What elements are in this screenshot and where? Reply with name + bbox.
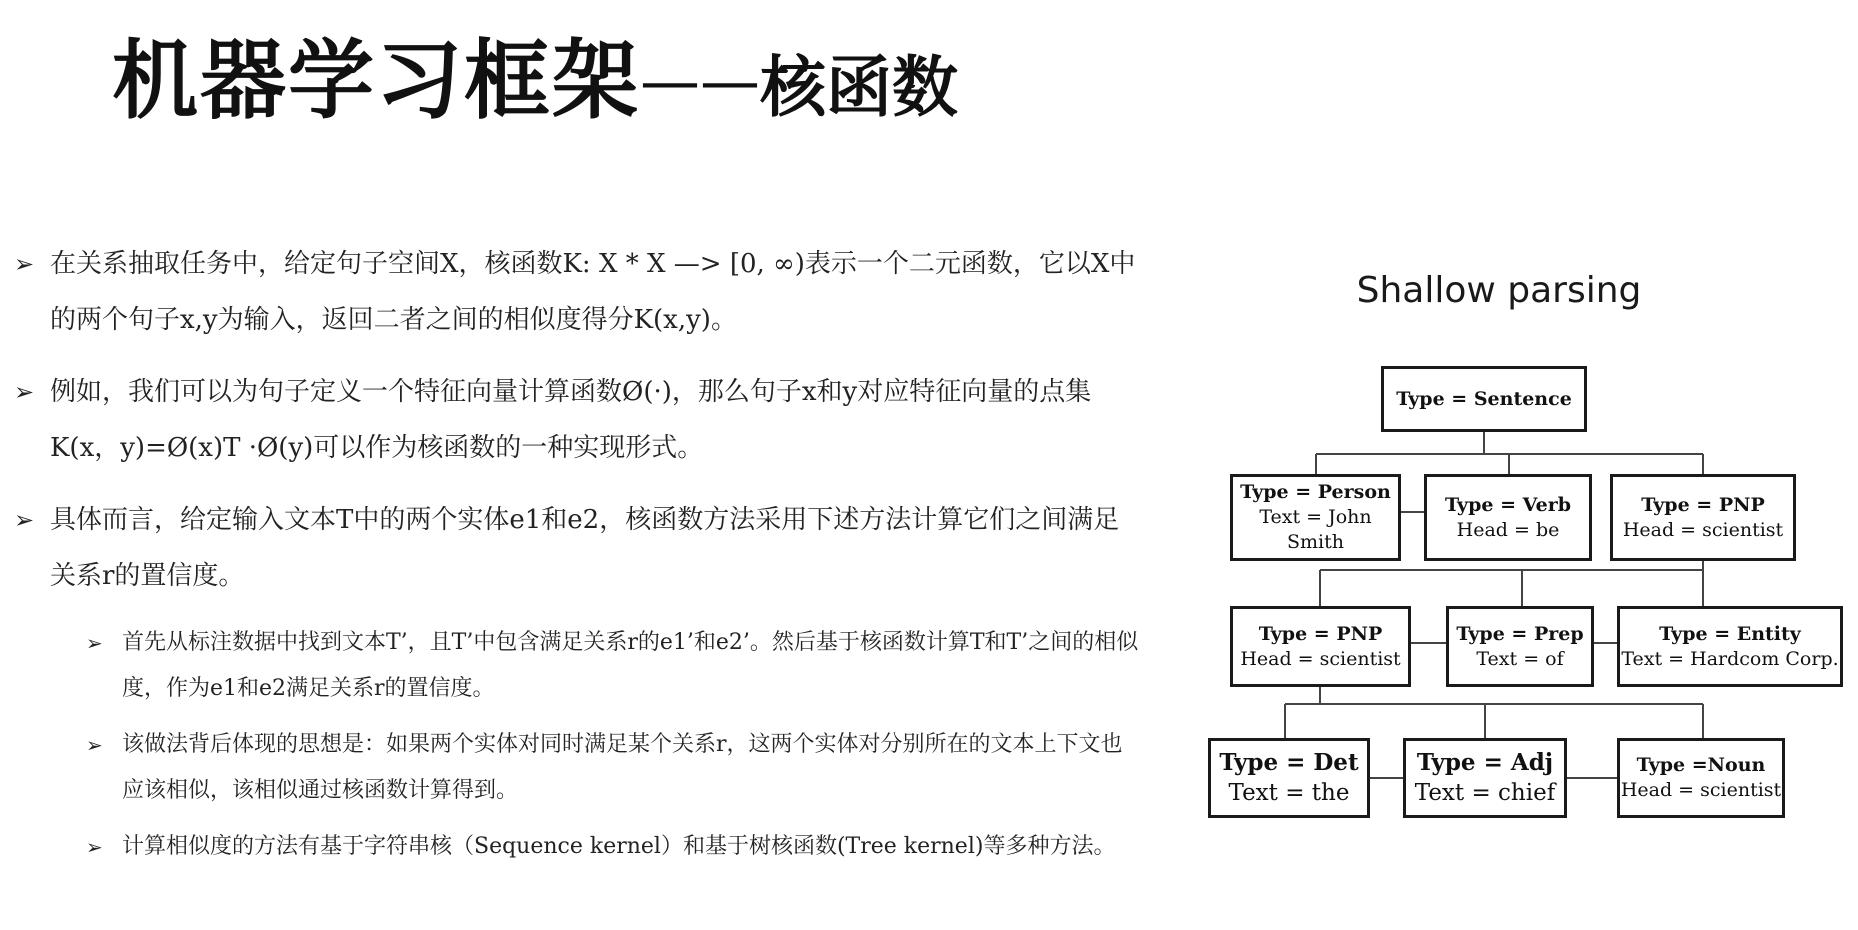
sub-bullet-item (86, 824, 1144, 870)
shallow-parsing-diagram (1200, 272, 1858, 842)
sub-bullet-text: 计算相似度的方法有基于字符串核（Sequence kernel）和基于树核函数(Tree kernel)等多种方法。 (122, 834, 1116, 859)
node-type: Type = Det (1219, 749, 1359, 776)
sub-bullet-item (86, 722, 1144, 814)
node-det (1208, 738, 1370, 818)
node-pnp-1 (1610, 474, 1796, 561)
arrow-bullet-icon: ➢ (86, 835, 103, 859)
node-type: Type = Sentence (1396, 387, 1572, 410)
node-type: Type =Noun (1636, 754, 1766, 776)
node-type: Type = PNP (1258, 622, 1383, 645)
node-attr: Head = be (1456, 518, 1560, 541)
node-entity (1617, 606, 1843, 687)
bullet-item (14, 236, 1144, 348)
title-sub: 核函数 (760, 49, 958, 126)
node-type: Type = Person (1240, 481, 1391, 503)
node-verb (1424, 474, 1592, 561)
slide-title (112, 31, 958, 131)
bullet-item (14, 492, 1144, 604)
node-attr: Head = scientist (1620, 779, 1782, 801)
bullet-list (14, 236, 1144, 880)
node-attr: Head = scientist (1240, 647, 1401, 670)
node-prep (1446, 606, 1594, 687)
arrow-bullet-icon: ➢ (14, 250, 35, 278)
node-attr: Text = Hardcom Corp. (1621, 647, 1839, 670)
sub-bullet-item (86, 620, 1144, 712)
node-noun (1617, 738, 1785, 818)
arrow-bullet-icon: ➢ (14, 378, 35, 406)
node-type: Type = Verb (1445, 493, 1571, 516)
node-adj (1403, 738, 1567, 818)
node-type: Type = PNP (1641, 493, 1765, 516)
arrow-bullet-icon: ➢ (86, 631, 103, 655)
node-person (1230, 474, 1401, 561)
arrow-bullet-icon: ➢ (14, 506, 35, 534)
node-attr: Text = John Smith (1259, 506, 1372, 553)
node-attr: Head = scientist (1622, 518, 1784, 541)
bullet-text: 在关系抽取任务中，给定句子空间X，核函数K: X * X —> [0, ∞)表示一个二元函数，它以X中的两个句子x,y为输入，返回二者之间的相似度得分K(x,y)。 (50, 249, 1136, 335)
node-type: Type = Entity (1659, 622, 1801, 645)
node-type: Type = Prep (1456, 622, 1584, 645)
diagram-title: Shallow parsing (1356, 270, 1642, 311)
bullet-text: 例如，我们可以为句子定义一个特征向量计算函数Ø(·)，那么句子x和y对应特征向量的点集K(x，y)=Ø(x)T ·Ø(y)可以作为核函数的一种实现形式。 (50, 377, 1092, 463)
node-sentence (1381, 366, 1587, 432)
sub-bullet-text: 首先从标注数据中找到文本T’，且T’中包含满足关系r的e1’和e2’。然后基于核函数计算T和T’之间的相似度，作为e1和e2满足关系r的置信度。 (122, 630, 1139, 701)
title-main: 机器学习框架 (112, 31, 640, 131)
node-attr: Text = of (1476, 647, 1564, 670)
bullet-text: 具体而言，给定输入文本T中的两个实体e1和e2，核函数方法采用下述方法计算它们之间满足关系r的置信度。 (50, 505, 1120, 591)
node-pnp-2 (1230, 606, 1411, 687)
bullet-item (14, 364, 1144, 476)
title-dash: —— (640, 47, 760, 117)
arrow-bullet-icon: ➢ (86, 733, 103, 757)
node-type: Type = Adj (1416, 749, 1554, 776)
node-attr: Text = chief (1414, 780, 1556, 806)
node-attr: Text = the (1228, 780, 1350, 806)
sub-bullet-text: 该做法背后体现的思想是：如果两个实体对同时满足某个关系r，这两个实体对分别所在的文本上下文也应该相似，该相似通过核函数计算得到。 (122, 732, 1123, 803)
